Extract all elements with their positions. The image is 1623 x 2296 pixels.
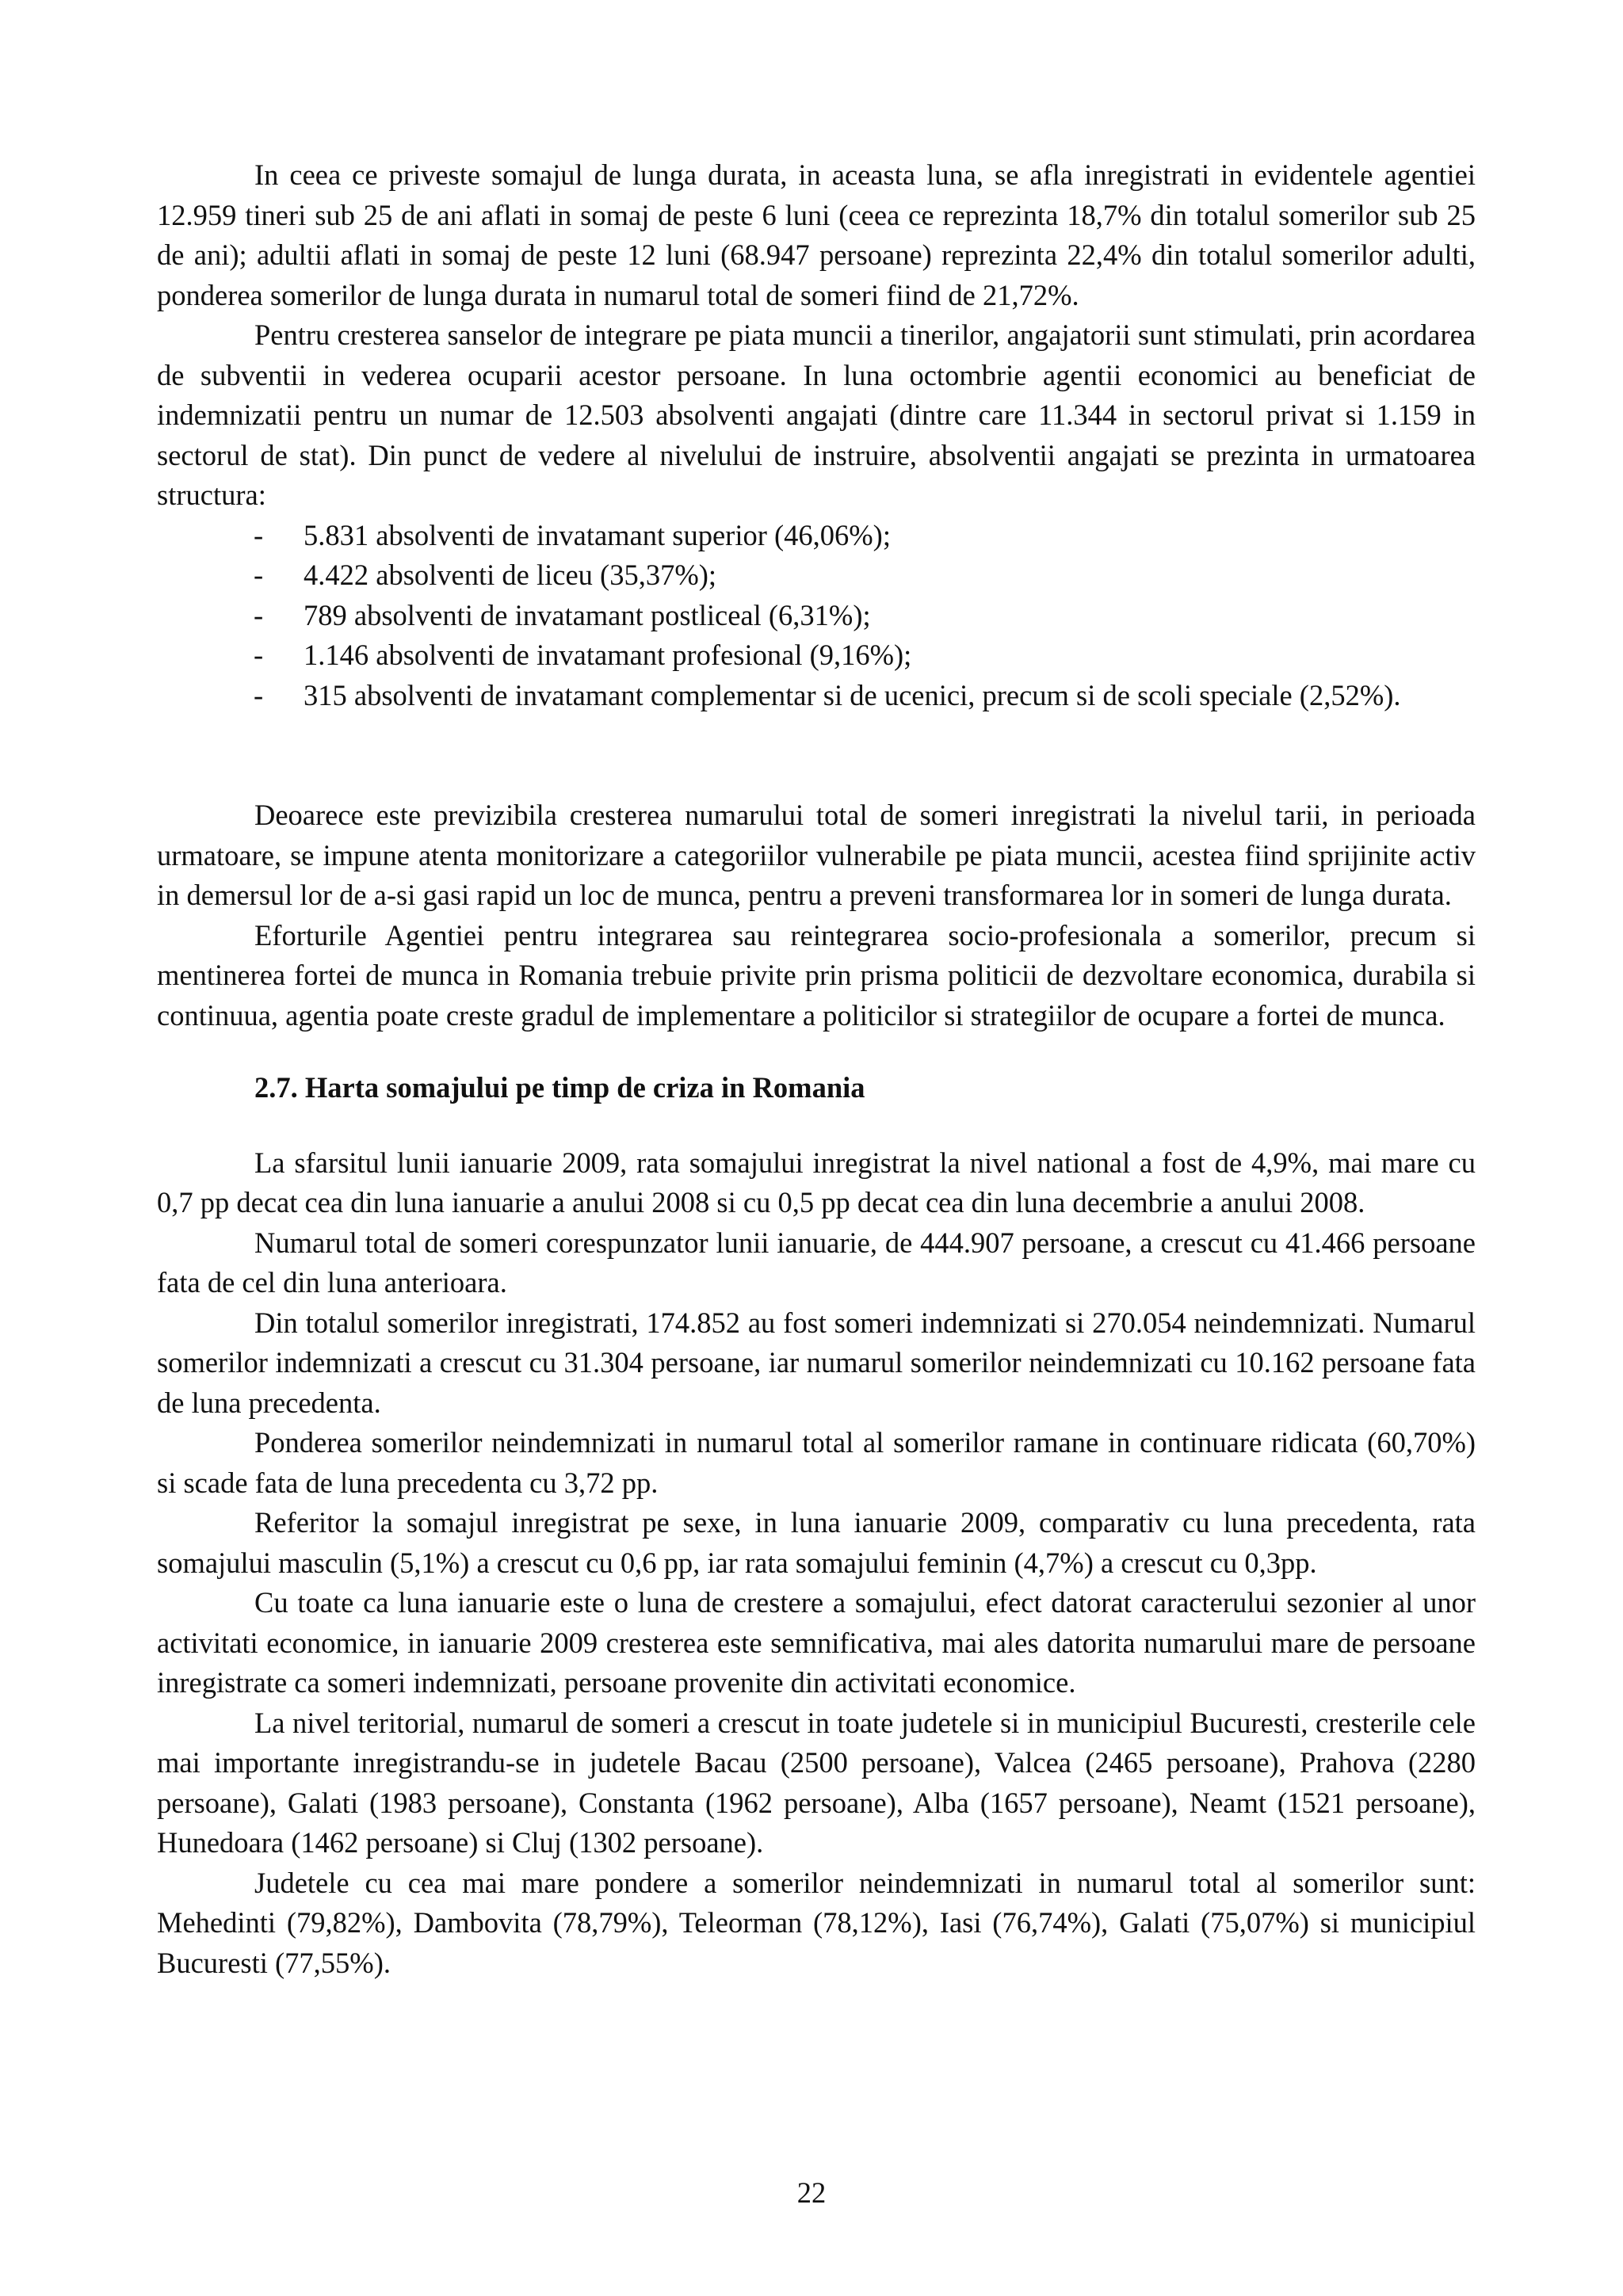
paragraph-seasonal: Cu toate ca luna ianuarie este o luna de crestere a somajului, efect datorat caracterului sezonier al unor activitati economice, in ianuarie 2009 cresterea este semnificativa, mai ales datorita numarului mare de persoane inregistrate ca someri indemnizati, persoane provenite din activitati economice. [157, 1586, 1476, 1699]
list-item-text: 5.831 absolventi de invatamant superior (46,06%); [304, 518, 891, 551]
spacer [157, 1035, 1476, 1068]
paragraph-graduate-subsidies: Pentru cresterea sanselor de integrare pe piata muncii a tinerilor, angajatorii sunt stimulati, prin acordarea de subventii in vederea ocuparii acestor persoane. In luna octombrie agentii economici au beneficiat de indemnizatii pentru un numar de 12.503 absolventi angajati (dintre care 11.344 in sectorul privat si 1.159 in sectorul de stat). Din punct de vedere al nivelului de instruire, absolventii angajati se prezinta in urmatoarea structura: [157, 318, 1476, 511]
paragraph-by-gender: Referitor la somajul inregistrat pe sexe, in luna ianuarie 2009, comparativ cu luna precedenta, rata somajului masculin (5,1%) a crescut cu 0,6 pp, iar rata somajului feminin (4,7%) a crescut cu 0,3pp. [157, 1506, 1476, 1579]
list-dash: - [254, 639, 264, 671]
document-page [157, 155, 1476, 1983]
list-item [157, 635, 1476, 676]
paragraph-unemployment-rate: La sfarsitul lunii ianuarie 2009, rata somajului inregistrat la nivel national a fost de 4,9%, mai mare cu 0,7 pp decat cea din luna ianuarie a anului 2008 si cu 0,5 pp decat cea din luna decembrie a anului 2008. [157, 1146, 1476, 1219]
list-item-text: 4.422 absolventi de liceu (35,37%); [304, 559, 717, 591]
spacer [157, 715, 1476, 795]
paragraph-territorial: La nivel teritorial, numarul de someri a crescut in toate judetele si in municipiul Bucuresti, cresterile cele mai importante inregistrandu-se in judetele Bacau (2500 persoane), Valcea (2465 persoane), Prahova (2280 persoane), Galati (1983 persoane), Constanta (1962 persoane), Alba (1657 persoane), Neamt (1521 persoane), Hunedoara (1462 persoane) si Cluj (1302 persoane). [157, 1706, 1476, 1859]
list-dash: - [254, 518, 264, 551]
list-item-text: 1.146 absolventi de invatamant profesional (9,16%); [304, 639, 912, 671]
paragraph-agency-efforts: Eforturile Agentiei pentru integrarea sau reintegrarea socio-profesionala a somerilor, precum si mentinerea fortei de munca in Romania trebuie privite prin prisma politicii de dezvoltare economica, durabila si continuua, agentia poate creste gradul de implementare a politicilor si strategiilor de ocupare a fortei de munca. [157, 918, 1476, 1032]
list-dash: - [254, 598, 264, 631]
list-item [157, 596, 1476, 636]
section-heading: 2.7. Harta somajului pe timp de criza in Romania [254, 1071, 865, 1104]
spacer [157, 1108, 1476, 1143]
list-dash: - [254, 678, 264, 711]
paragraph-counties-share: Judetele cu cea mai mare pondere a somerilor neindemnizati in numarul total al somerilor sunt: Mehedinti (79,82%), Dambovita (78,79%), Teleorman (78,12%), Iasi (76,74%), Galati (75,07%) si municipiul Bucuresti (77,55%). [157, 1866, 1476, 1979]
list-item [157, 516, 1476, 556]
list-item-text: 315 absolventi de invatamant complementar si de ucenici, precum si de scoli speciale (2,52%). [304, 678, 1401, 711]
list-item [157, 676, 1476, 716]
graduate-structure-list [157, 516, 1476, 716]
list-dash: - [254, 559, 264, 591]
page-number: 22 [796, 2176, 827, 2209]
paragraph-non-indemnified-share: Ponderea somerilor neindemnizati in numarul total al somerilor ramane in continuare ridicata (60,70%) si scade fata de luna precedenta cu 3,72 pp. [157, 1426, 1476, 1499]
paragraph-total-unemployed: Numarul total de someri corespunzator lunii ianuarie, de 444.907 persoane, a crescut cu 41.466 persoane fata de cel din luna anterioara. [157, 1226, 1476, 1299]
paragraph-indemnified: Din totalul somerilor inregistrati, 174.852 au fost someri indemnizati si 270.054 neindemnizati. Numarul somerilor indemnizati a crescut cu 31.304 persoane, iar numarul somerilor neindemnizati cu 10.162 persoane fata de luna precedenta. [157, 1306, 1476, 1419]
paragraph-long-term-unemployment: In ceea ce priveste somajul de lunga durata, in aceasta luna, se afla inregistrati in evidentele agentiei 12.959 tineri sub 25 de ani aflati in somaj de peste 6 luni (ceea ce reprezinta 18,7% din totalul somerilor sub 25 de ani); adultii aflati in somaj de peste 12 luni (68.947 persoane) reprezinta 22,4% din totalul somerilor adulti, ponderea somerilor de lunga durata in numarul total de someri fiind de 21,72%. [157, 158, 1476, 311]
paragraph-vulnerable-monitoring: Deoarece este previzibila cresterea numarului total de someri inregistrati la nivelul tarii, in perioada urmatoare, se impune atenta monitorizare a categoriilor vulnerabile pe piata muncii, acestea fiind sprijinite activ in demersul lor de a-si gasi rapid un loc de munca, pentru a preveni transformarea lor in someri de lunga durata. [157, 799, 1476, 911]
list-item [157, 555, 1476, 596]
list-item-text: 789 absolventi de invatamant postliceal (6,31%); [304, 598, 871, 631]
